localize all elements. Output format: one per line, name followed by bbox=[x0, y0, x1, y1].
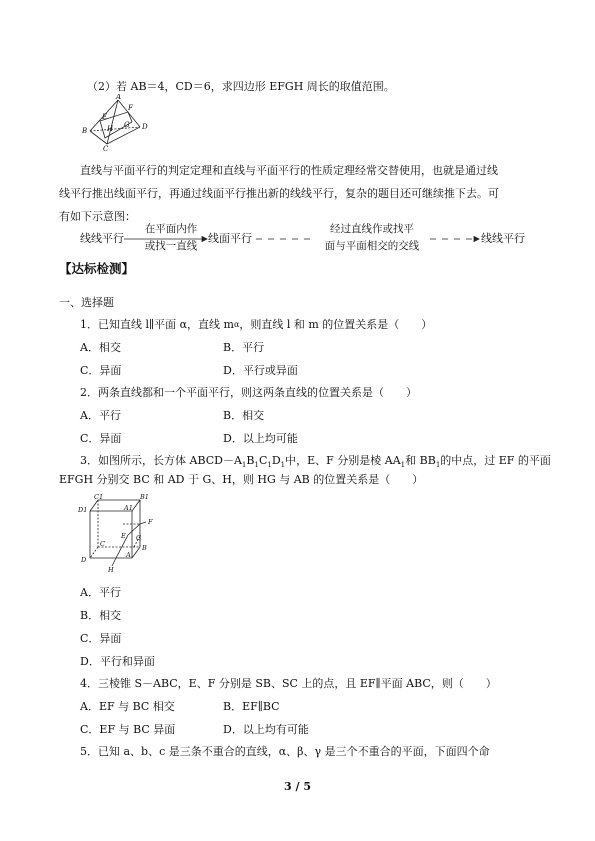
question-1-rest: ，则直线 l 和 m 的位置关系是（ ） bbox=[239, 318, 433, 331]
fig2-label: A bbox=[126, 551, 131, 559]
fig2-label: D bbox=[81, 556, 87, 564]
fig1-label: D bbox=[142, 123, 148, 131]
fig1-label: B bbox=[82, 127, 88, 135]
option: C．EF 与 BC 异面 bbox=[80, 723, 176, 736]
option: A．EF 与 BC 相交 bbox=[80, 700, 175, 713]
flow-start: 线线平行 bbox=[80, 232, 124, 245]
fig1-label: A bbox=[116, 94, 122, 101]
question-2: 2．两条直线都和一个平面平行，则这两条直线的位置关系是（ ） bbox=[80, 386, 417, 399]
fig2-label: C1 bbox=[94, 494, 104, 501]
flow-mid: 线面平行 bbox=[208, 232, 252, 245]
fig1-label: E bbox=[102, 113, 108, 121]
option: D．以上均有可能 bbox=[223, 723, 309, 736]
part-title: 一、选择题 bbox=[59, 296, 114, 309]
question-4: 4．三棱锥 S－ABC，E、F 分别是 SB、SC 上的点，且 EF∥平面 ABC，则（ ） bbox=[80, 677, 497, 690]
q3-c1: C bbox=[258, 454, 268, 467]
fig2-label: C bbox=[100, 540, 105, 548]
option: C．异面 bbox=[80, 432, 122, 445]
q3-d1: D bbox=[271, 454, 281, 467]
option: A．平行 bbox=[80, 586, 121, 599]
q3-b1: B bbox=[246, 454, 255, 467]
subscript: 1 bbox=[241, 461, 247, 470]
subscript: 1 bbox=[435, 461, 441, 470]
paragraph-line: 线平行推出线面平行，再通过线面平行推出新的线线平行，复杂的题目还可继续推下去。可 bbox=[59, 187, 499, 200]
q3-part-c: 和 BB bbox=[405, 454, 436, 467]
subscript: 1 bbox=[400, 461, 406, 470]
option: D．平行和异面 bbox=[80, 655, 155, 668]
section-title: 【达标检测】 bbox=[59, 261, 135, 276]
fig2-label: F bbox=[148, 518, 153, 526]
fig1-label: F bbox=[128, 104, 133, 112]
fig2-label: D1 bbox=[78, 506, 88, 514]
page-number: 3 / 5 bbox=[284, 780, 311, 793]
option: A．相交 bbox=[80, 341, 121, 354]
fig1-label: G bbox=[124, 121, 130, 129]
option: C．异面 bbox=[80, 632, 122, 645]
flow-arrow2-bottom: 面与平面相交的交线 bbox=[324, 240, 420, 252]
q3-part-b: 中，E、F 分别是棱 AA bbox=[285, 454, 401, 467]
option: B．相交 bbox=[223, 409, 265, 422]
fig1-label: H bbox=[107, 125, 114, 133]
flow-end: 线线平行 bbox=[481, 232, 525, 245]
q3-part-d: 的中点，过 EF 的平面 bbox=[440, 454, 551, 467]
question-1 bbox=[80, 318, 432, 332]
q3-part-a: 3．如图所示，长方体 ABCD－A bbox=[80, 454, 242, 467]
option: D．以上均可能 bbox=[223, 432, 298, 445]
option: C．异面 bbox=[80, 364, 122, 377]
flow-arrow1-top: 在平面内作 bbox=[144, 223, 198, 235]
flow-arrows bbox=[0, 0, 595, 260]
question-1-alpha: α bbox=[233, 320, 240, 329]
subscript: 1 bbox=[280, 461, 286, 470]
option: B．相交 bbox=[80, 609, 122, 622]
fig2-label: A1 bbox=[124, 504, 133, 512]
fig2-label: G bbox=[136, 534, 142, 542]
question-1-text: 1．已知直线 l∥平面 α，直线 m bbox=[80, 318, 234, 331]
option: D．平行或异面 bbox=[223, 364, 298, 377]
fig2-label: E bbox=[121, 532, 126, 540]
question-3-line-1 bbox=[80, 454, 551, 472]
flow-arrow2-top: 经过直线作或找平 bbox=[330, 223, 414, 235]
problem-2-text: （2）若 AB＝4，CD＝6，求四边形 EFGH 周长的取值范围。 bbox=[87, 80, 395, 93]
subscript: 1 bbox=[254, 461, 259, 470]
question-5: 5．已知 a、b、c 是三条不重合的直线，α、β、γ 是三个不重合的平面，下面四个命 bbox=[80, 745, 490, 758]
option: B．EF∥BC bbox=[223, 700, 280, 713]
paragraph-line: 有如下示意图： bbox=[59, 210, 136, 223]
flow-arrow1-bottom: 或找一直线 bbox=[144, 240, 198, 252]
fig2-label: B bbox=[142, 544, 147, 552]
option: B．平行 bbox=[223, 341, 265, 354]
paragraph-line: 直线与平面平行的判定定理和直线与平面平行的性质定理经常交替使用，也就是通过线 bbox=[80, 164, 498, 177]
question-3-line-2: EFGH 分别交 BC 和 AD 于 G、H，则 HG 与 AB 的位置关系是（ ） bbox=[59, 473, 424, 486]
fig1-label: C bbox=[103, 145, 109, 152]
option: A．平行 bbox=[80, 409, 121, 422]
subscript: 1 bbox=[267, 461, 272, 470]
fig2-label: B1 bbox=[140, 494, 149, 501]
fig2-label: H bbox=[108, 566, 114, 574]
cuboid-figure bbox=[76, 494, 166, 576]
